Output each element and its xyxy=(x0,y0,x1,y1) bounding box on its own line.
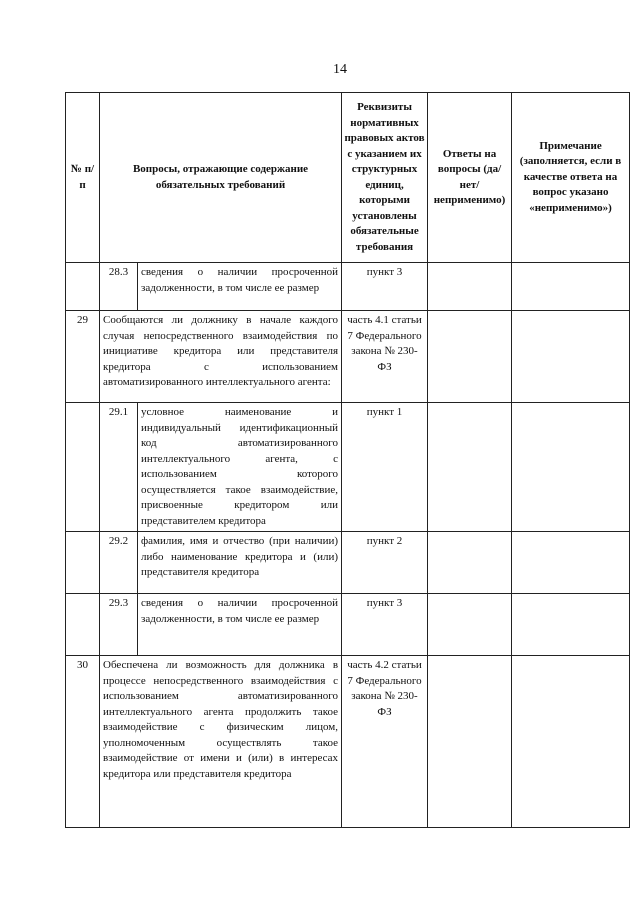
row-num-cell xyxy=(66,263,100,311)
question-text: Обеспечена ли возможность для должника в процессе непосредственного взаимодействия с использованием автоматизированного интеллектуального агента продолжить такое взаимодействие с физическим лицом, уполномоченным осуществлять такое взаимодействие от имени и (или) в интересах кредитора или представителя кредитора xyxy=(100,656,342,828)
question-text: фамилия, имя и отчество (при наличии) либо наименование кредитора и (или) представителя кредитора xyxy=(138,532,342,594)
subitem-number: 29.1 xyxy=(100,403,138,532)
table-row xyxy=(66,594,630,656)
row-num-cell xyxy=(66,594,100,656)
header-note: Примечание (заполняется, если в качестве ответа на вопрос указано «неприменимо») xyxy=(512,93,630,263)
subitem-number: 28.3 xyxy=(100,263,138,311)
answer-cell[interactable] xyxy=(428,403,512,532)
header-answers: Ответы на вопросы (да/нет/ неприменимо) xyxy=(428,93,512,263)
item-number: 30 xyxy=(66,656,100,828)
requirements-table xyxy=(65,92,630,828)
question-text: Сообщаются ли должнику в начале каждого случая непосредственного взаимодействия по инициативе кредитора или представителя кредитора с использованием автоматизированного интеллектуального агента: xyxy=(100,311,342,403)
question-text: сведения о наличии просроченной задолженности, в том числе ее размер xyxy=(138,594,342,656)
row-num-cell xyxy=(66,532,100,594)
note-cell[interactable] xyxy=(512,311,630,403)
requisites-text: пункт 3 xyxy=(342,594,428,656)
requisites-text: пункт 1 xyxy=(342,403,428,532)
requisites-text: часть 4.1 статьи 7 Федерального закона № 230-ФЗ xyxy=(342,311,428,403)
table-row xyxy=(66,263,630,311)
answer-cell[interactable] xyxy=(428,263,512,311)
page-number: 14 xyxy=(333,62,347,77)
table-row xyxy=(66,532,630,594)
note-cell[interactable] xyxy=(512,594,630,656)
subitem-number: 29.3 xyxy=(100,594,138,656)
note-cell[interactable] xyxy=(512,532,630,594)
answer-cell[interactable] xyxy=(428,656,512,828)
question-text: сведения о наличии просроченной задолженности, в том числе ее размер xyxy=(138,263,342,311)
answer-cell[interactable] xyxy=(428,594,512,656)
answer-cell[interactable] xyxy=(428,532,512,594)
requisites-text: пункт 2 xyxy=(342,532,428,594)
row-num-cell xyxy=(66,403,100,532)
header-requisites: Реквизиты нормативных правовых актов с указанием их структурных единиц, которыми установлены обязательные требования xyxy=(342,93,428,263)
requisites-text: пункт 3 xyxy=(342,263,428,311)
header-questions: Вопросы, отражающие содержание обязательных требований xyxy=(100,93,342,263)
question-text: условное наименование и индивидуальный идентификационный код автоматизированного интеллектуального агента, с использованием которого осуществляется такое взаимодействие, присвоенные кредитором или представителем кредитора xyxy=(138,403,342,532)
table-row xyxy=(66,311,630,403)
table-header-row xyxy=(66,93,630,263)
table-row xyxy=(66,403,630,532)
header-num: № п/п xyxy=(66,93,100,263)
note-cell[interactable] xyxy=(512,403,630,532)
note-cell[interactable] xyxy=(512,656,630,828)
subitem-number: 29.2 xyxy=(100,532,138,594)
note-cell[interactable] xyxy=(512,263,630,311)
answer-cell[interactable] xyxy=(428,311,512,403)
item-number: 29 xyxy=(66,311,100,403)
requisites-text: часть 4.2 статьи 7 Федерального закона № 230-ФЗ xyxy=(342,656,428,828)
table-row xyxy=(66,656,630,828)
